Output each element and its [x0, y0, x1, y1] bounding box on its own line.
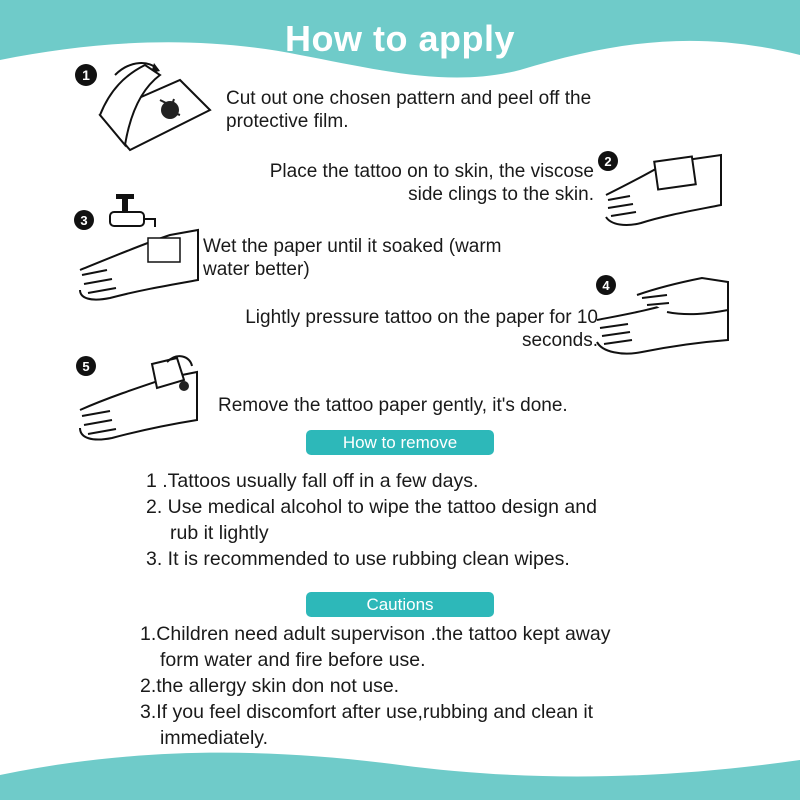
step-3-text: Wet the paper until it soaked (warm water better): [203, 236, 502, 280]
hand-apply-illustration: [596, 145, 726, 230]
step-number-4: 4: [602, 278, 610, 293]
list-item: 2.the allergy skin don not use.: [140, 675, 400, 697]
step-number-2: 2: [604, 154, 612, 169]
step-number-3: 3: [80, 213, 88, 228]
list-item: 1.Children need adult supervison .the tattoo kept away form water and fire before use.: [140, 623, 611, 671]
step-5-text: Remove the tattoo paper gently, it's done.: [218, 395, 568, 416]
remove-list: [146, 468, 706, 572]
footer-wave: [0, 730, 800, 800]
step-number-5: 5: [82, 359, 90, 374]
how-to-remove-badge: How to remove: [306, 430, 494, 455]
step-4-text: Lightly pressure tattoo on the paper for 10 seconds.: [245, 307, 598, 351]
list-item: 1 .Tattoos usually fall off in a few days.: [146, 470, 479, 492]
list-item: 2. Use medical alcohol to wipe the tattoo design and rub it lightly: [146, 496, 597, 544]
press-tattoo-illustration: [592, 270, 730, 360]
list-item: 3.If you feel discomfort after use,rubbing and clean it immediately.: [140, 701, 594, 749]
cautions-badge: Cautions: [306, 592, 494, 617]
list-item: 3. It is recommended to use rubbing clean wipes.: [146, 548, 570, 570]
page-title: How to apply: [285, 18, 515, 59]
step-number-1: 1: [82, 67, 90, 83]
step-2-text: Place the tattoo on to skin, the viscose side clings to the skin.: [269, 161, 594, 205]
wet-paper-illustration: [70, 190, 200, 310]
step-1-text: Cut out one chosen pattern and peel off the protective film.: [226, 88, 592, 132]
peel-film-illustration: [70, 55, 220, 165]
remove-paper-illustration: [72, 350, 202, 445]
